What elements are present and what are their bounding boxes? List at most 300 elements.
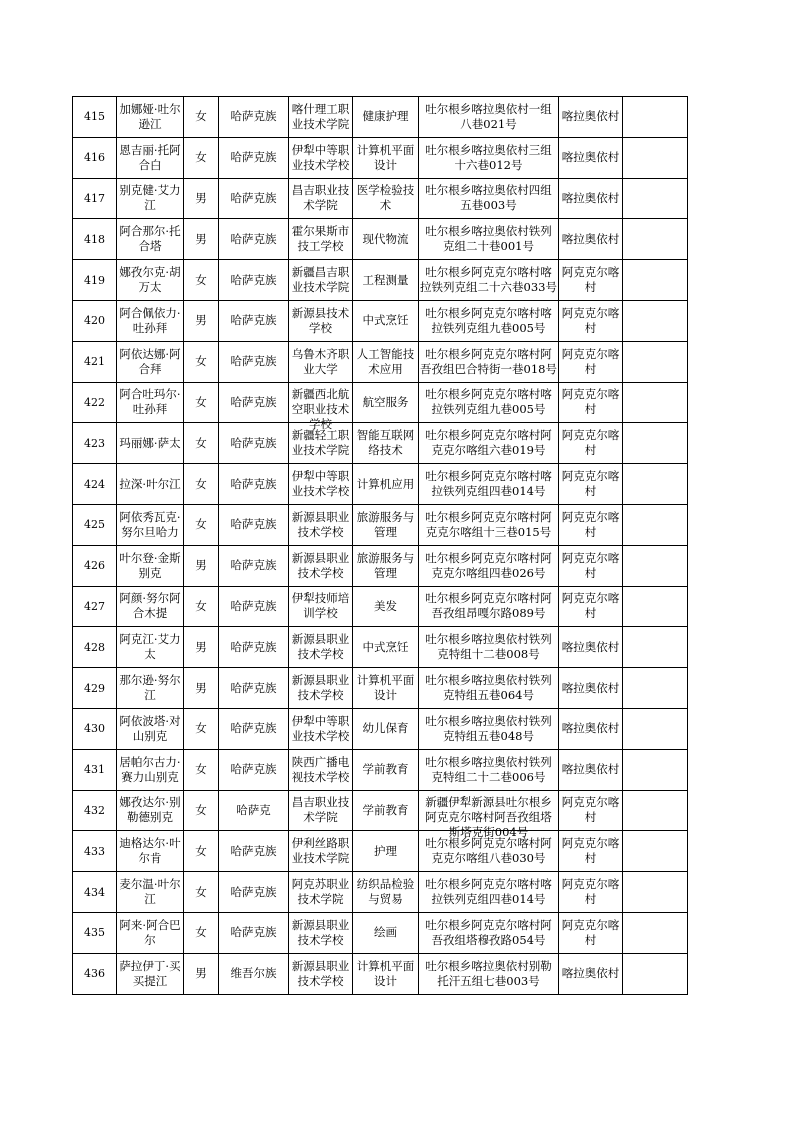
serial-number-cell	[73, 912, 117, 953]
village-text: 喀拉奥依村	[561, 231, 620, 246]
school-cell	[289, 97, 353, 138]
village-cell	[559, 382, 623, 423]
ethnicity-text: 哈萨克族	[230, 231, 277, 246]
major-text: 旅游服务与管理	[356, 550, 415, 580]
school-text: 新源县职业技术学校	[291, 958, 350, 988]
school-cell	[289, 831, 353, 872]
remark-cell	[623, 300, 688, 341]
major-cell	[353, 912, 419, 953]
address-cell	[419, 423, 559, 464]
school-cell	[289, 382, 353, 432]
ethnicity-text: 维吾尔族	[230, 966, 277, 981]
table-row	[73, 423, 688, 464]
name-cell	[117, 260, 184, 301]
gender-text: 女	[195, 476, 207, 491]
village-text: 阿克克尔喀村	[561, 346, 620, 376]
school-cell	[289, 137, 353, 178]
school-text: 乌鲁木齐职业大学	[291, 346, 350, 376]
school-cell	[289, 872, 353, 913]
table-row	[73, 790, 688, 831]
ethnicity-cell	[219, 627, 289, 668]
address-cell	[419, 382, 559, 423]
school-cell	[289, 178, 353, 219]
major-text: 美发	[374, 598, 397, 613]
table-row	[73, 586, 688, 627]
major-text: 计算机应用	[356, 476, 415, 491]
village-text: 阿克克尔喀村	[561, 917, 620, 947]
name-cell	[117, 178, 184, 219]
school-text: 新疆轻工职业技术学院	[291, 428, 350, 458]
village-cell	[559, 586, 623, 627]
school-cell	[289, 545, 353, 586]
ethnicity-cell	[219, 504, 289, 545]
table-row	[73, 260, 688, 301]
name-cell	[117, 137, 184, 178]
school-cell	[289, 953, 353, 994]
major-text: 学前教育	[362, 802, 409, 817]
ethnicity-text: 哈萨克	[236, 802, 271, 817]
school-cell	[289, 423, 353, 464]
serial-number-cell	[73, 953, 117, 994]
name-text: 萨拉伊丁·买买提江	[119, 958, 181, 988]
ethnicity-cell	[219, 382, 289, 423]
remark-cell	[623, 382, 688, 423]
ethnicity-text: 哈萨克族	[230, 354, 277, 369]
school-text: 伊犁技师培训学校	[291, 591, 350, 621]
village-text: 阿克克尔喀村	[561, 877, 620, 907]
serial-number-text: 435	[84, 926, 105, 940]
village-text: 阿克克尔喀村	[561, 428, 620, 458]
major-cell	[353, 504, 419, 545]
school-text: 伊犁中等职业技术学校	[291, 142, 350, 172]
name-text: 恩吉丽·托阿合白	[119, 142, 181, 172]
name-cell	[117, 872, 184, 913]
serial-number-cell	[73, 219, 117, 260]
school-cell	[289, 260, 353, 301]
name-cell	[117, 464, 184, 505]
ethnicity-text: 哈萨克族	[230, 517, 277, 532]
gender-text: 男	[195, 231, 207, 246]
table-row	[73, 627, 688, 668]
address-cell	[419, 300, 559, 341]
serial-number-text: 427	[84, 599, 105, 613]
ethnicity-cell	[219, 260, 289, 301]
address-cell	[419, 137, 559, 178]
village-text: 喀拉奥依村	[561, 190, 620, 205]
major-text: 计算机平面设计	[356, 673, 415, 703]
ethnicity-text: 哈萨克族	[230, 394, 277, 409]
name-text: 居帕尔古力·赛力山别克	[119, 754, 181, 784]
table-row	[73, 300, 688, 341]
name-text: 娜孜达尔·别勒德别克	[119, 795, 181, 825]
school-cell	[289, 708, 353, 749]
serial-number-cell	[73, 260, 117, 301]
school-text: 昌吉职业技术学院	[291, 795, 350, 825]
major-text: 幼儿保育	[362, 721, 409, 736]
major-cell	[353, 423, 419, 464]
village-cell	[559, 300, 623, 341]
address-text: 吐尔根乡阿克克尔喀村阿克克尔喀组四巷026号	[425, 550, 552, 580]
address-text: 吐尔根乡阿克克尔喀村喀拉铁列克组九巷005号	[425, 305, 552, 335]
address-cell	[419, 912, 559, 953]
village-cell	[559, 260, 623, 301]
serial-number-cell	[73, 137, 117, 178]
gender-text: 女	[195, 884, 207, 899]
major-text: 航空服务	[362, 394, 409, 409]
school-text: 新疆昌吉职业技术学院	[291, 265, 350, 295]
gender-cell	[184, 831, 219, 872]
serial-number-text: 420	[84, 314, 105, 328]
major-text: 中式烹饪	[362, 313, 409, 328]
name-cell	[117, 912, 184, 953]
serial-number-cell	[73, 178, 117, 219]
ethnicity-cell	[219, 341, 289, 382]
ethnicity-cell	[219, 912, 289, 953]
ethnicity-cell	[219, 831, 289, 872]
ethnicity-text: 哈萨克族	[230, 843, 277, 858]
serial-number-cell	[73, 341, 117, 382]
major-text: 学前教育	[362, 762, 409, 777]
remark-cell	[623, 545, 688, 586]
student-table	[72, 96, 688, 995]
gender-cell	[184, 953, 219, 994]
gender-cell	[184, 464, 219, 505]
table-row	[73, 872, 688, 913]
gender-text: 女	[195, 925, 207, 940]
address-text: 吐尔根乡喀拉奥依村铁列克特组十二巷008号	[425, 632, 552, 662]
major-cell	[353, 831, 419, 872]
major-text: 健康护理	[362, 109, 409, 124]
village-text: 喀拉奥依村	[561, 639, 620, 654]
remark-cell	[623, 178, 688, 219]
village-cell	[559, 953, 623, 994]
gender-text: 女	[195, 354, 207, 369]
village-cell	[559, 178, 623, 219]
major-text: 智能互联网络技术	[356, 428, 415, 458]
major-cell	[353, 953, 419, 994]
serial-number-cell	[73, 831, 117, 872]
major-cell	[353, 586, 419, 627]
serial-number-text: 436	[84, 967, 105, 981]
serial-number-text: 422	[84, 395, 105, 409]
address-cell	[419, 178, 559, 219]
school-text: 昌吉职业技术学院	[291, 183, 350, 213]
gender-cell	[184, 178, 219, 219]
serial-number-text: 431	[84, 763, 105, 777]
school-text: 新源县职业技术学校	[291, 632, 350, 662]
serial-number-cell	[73, 504, 117, 545]
major-cell	[353, 137, 419, 178]
remark-cell	[623, 627, 688, 668]
name-cell	[117, 545, 184, 586]
remark-cell	[623, 137, 688, 178]
ethnicity-text: 哈萨克族	[230, 150, 277, 165]
table-row	[73, 831, 688, 872]
school-cell	[289, 504, 353, 545]
ethnicity-text: 哈萨克族	[230, 639, 277, 654]
serial-number-text: 434	[84, 885, 105, 899]
school-text: 喀什理工职业技术学院	[291, 101, 350, 131]
name-cell	[117, 790, 184, 831]
address-text: 吐尔根乡喀拉奥依村别勒托汗五组七巷003号	[425, 958, 552, 988]
school-cell	[289, 749, 353, 790]
name-cell	[117, 668, 184, 709]
major-cell	[353, 382, 419, 423]
name-text: 阿合吐玛尔·吐孙拜	[119, 387, 181, 417]
village-text: 阿克克尔喀村	[561, 795, 620, 825]
ethnicity-text: 哈萨克族	[230, 680, 277, 695]
major-cell	[353, 790, 419, 831]
gender-cell	[184, 708, 219, 749]
major-cell	[353, 749, 419, 790]
table-row	[73, 545, 688, 586]
address-text: 吐尔根乡阿克克尔喀村喀拉铁列克组四巷014号	[425, 877, 552, 907]
serial-number-cell	[73, 300, 117, 341]
gender-text: 男	[195, 680, 207, 695]
address-text: 吐尔根乡阿克克尔喀村喀拉铁列克组四巷014号	[425, 469, 552, 499]
name-cell	[117, 831, 184, 872]
major-text: 中式烹饪	[362, 639, 409, 654]
major-cell	[353, 627, 419, 668]
village-cell	[559, 912, 623, 953]
name-text: 阿合佩依力·吐孙拜	[119, 305, 181, 335]
school-cell	[289, 912, 353, 953]
table-row	[73, 504, 688, 545]
ethnicity-text: 哈萨克族	[230, 558, 277, 573]
gender-cell	[184, 423, 219, 464]
gender-cell	[184, 790, 219, 831]
ethnicity-cell	[219, 423, 289, 464]
remark-cell	[623, 953, 688, 994]
gender-cell	[184, 341, 219, 382]
school-text: 伊犁中等职业技术学校	[291, 713, 350, 743]
serial-number-cell	[73, 464, 117, 505]
village-cell	[559, 668, 623, 709]
serial-number-cell	[73, 382, 117, 423]
ethnicity-cell	[219, 97, 289, 138]
school-text: 伊利丝路职业技术学院	[291, 836, 350, 866]
serial-number-text: 429	[84, 681, 105, 695]
table-row	[73, 178, 688, 219]
serial-number-text: 432	[84, 803, 105, 817]
school-text: 霍尔果斯市技工学校	[291, 224, 350, 254]
remark-cell	[623, 831, 688, 872]
school-cell	[289, 586, 353, 627]
gender-text: 女	[195, 272, 207, 287]
address-text: 吐尔根乡阿克克尔喀村阿克克尔喀组六巷019号	[425, 428, 552, 458]
gender-text: 女	[195, 517, 207, 532]
name-text: 加娜娅·吐尔逊江	[119, 101, 181, 131]
major-text: 计算机平面设计	[356, 142, 415, 172]
serial-number-text: 425	[84, 518, 105, 532]
address-text: 吐尔根乡阿克克尔喀村喀拉铁列克组二十六巷033号	[420, 265, 557, 295]
remark-cell	[623, 668, 688, 709]
major-cell	[353, 178, 419, 219]
address-text: 吐尔根乡喀拉奥依村四组五巷003号	[425, 183, 552, 213]
serial-number-cell	[73, 668, 117, 709]
serial-number-cell	[73, 708, 117, 749]
serial-number-cell	[73, 790, 117, 831]
serial-number-text: 423	[84, 436, 105, 450]
school-cell	[289, 464, 353, 505]
name-text: 阿依波塔·对山别克	[119, 713, 181, 743]
ethnicity-text: 哈萨克族	[230, 109, 277, 124]
major-text: 计算机平面设计	[356, 958, 415, 988]
serial-number-cell	[73, 749, 117, 790]
remark-cell	[623, 708, 688, 749]
village-cell	[559, 872, 623, 913]
major-cell	[353, 260, 419, 301]
major-cell	[353, 872, 419, 913]
village-cell	[559, 831, 623, 872]
school-text: 阿克苏职业技术学院	[291, 877, 350, 907]
gender-cell	[184, 219, 219, 260]
address-text: 吐尔根乡阿克克尔喀村阿吾孜组塔穆孜路054号	[425, 917, 552, 947]
serial-number-cell	[73, 627, 117, 668]
address-cell	[419, 586, 559, 627]
remark-cell	[623, 423, 688, 464]
major-text: 人工智能技术应用	[356, 346, 415, 376]
village-text: 喀拉奥依村	[561, 150, 620, 165]
gender-text: 女	[195, 721, 207, 736]
village-cell	[559, 790, 623, 831]
name-cell	[117, 219, 184, 260]
village-text: 喀拉奥依村	[561, 762, 620, 777]
address-cell	[419, 953, 559, 994]
address-cell	[419, 260, 559, 301]
village-cell	[559, 341, 623, 382]
village-cell	[559, 749, 623, 790]
address-text: 吐尔根乡喀拉奥依村铁列克特组五巷064号	[425, 673, 552, 703]
address-cell	[419, 504, 559, 545]
major-text: 工程测量	[362, 272, 409, 287]
village-text: 阿克克尔喀村	[561, 591, 620, 621]
address-cell	[419, 708, 559, 749]
name-cell	[117, 586, 184, 627]
address-text: 吐尔根乡喀拉奥依村铁列克特组二十二巷006号	[425, 754, 552, 784]
table-row	[73, 668, 688, 709]
ethnicity-cell	[219, 219, 289, 260]
ethnicity-text: 哈萨克族	[230, 476, 277, 491]
serial-number-cell	[73, 97, 117, 138]
major-text: 绘画	[374, 925, 397, 940]
serial-number-cell	[73, 423, 117, 464]
ethnicity-cell	[219, 464, 289, 505]
serial-number-text: 430	[84, 722, 105, 736]
address-cell	[419, 341, 559, 382]
village-text: 喀拉奥依村	[561, 109, 620, 124]
gender-cell	[184, 504, 219, 545]
ethnicity-cell	[219, 300, 289, 341]
village-text: 喀拉奥依村	[561, 966, 620, 981]
ethnicity-text: 哈萨克族	[230, 884, 277, 899]
gender-text: 男	[195, 966, 207, 981]
gender-cell	[184, 260, 219, 301]
village-text: 喀拉奥依村	[561, 721, 620, 736]
table-row	[73, 341, 688, 382]
major-text: 旅游服务与管理	[356, 509, 415, 539]
name-cell	[117, 627, 184, 668]
serial-number-text: 426	[84, 559, 105, 573]
address-text: 吐尔根乡喀拉奥依村铁列克特组五巷048号	[425, 713, 552, 743]
name-text: 麦尔温·叶尔江	[119, 877, 181, 907]
ethnicity-cell	[219, 178, 289, 219]
ethnicity-text: 哈萨克族	[230, 598, 277, 613]
ethnicity-cell	[219, 545, 289, 586]
school-text: 新疆西北航空职业技术学校	[291, 387, 350, 432]
ethnicity-cell	[219, 749, 289, 790]
name-text: 迪格达尔·叶尔肯	[119, 836, 181, 866]
address-text: 吐尔根乡喀拉奥依村铁列克组二十巷001号	[425, 224, 552, 254]
serial-number-text: 419	[84, 273, 105, 287]
gender-text: 女	[195, 598, 207, 613]
table-body	[73, 97, 688, 995]
village-cell	[559, 137, 623, 178]
ethnicity-cell	[219, 708, 289, 749]
gender-text: 女	[195, 762, 207, 777]
remark-cell	[623, 260, 688, 301]
name-cell	[117, 300, 184, 341]
table-row	[73, 464, 688, 505]
ethnicity-text: 哈萨克族	[230, 721, 277, 736]
gender-cell	[184, 382, 219, 423]
ethnicity-cell	[219, 953, 289, 994]
major-text: 现代物流	[362, 231, 409, 246]
serial-number-text: 421	[84, 355, 105, 369]
remark-cell	[623, 872, 688, 913]
table-row	[73, 137, 688, 178]
serial-number-text: 424	[84, 477, 105, 491]
gender-cell	[184, 300, 219, 341]
remark-cell	[623, 749, 688, 790]
gender-text: 女	[195, 802, 207, 817]
serial-number-text: 417	[84, 191, 105, 205]
major-text: 护理	[374, 843, 397, 858]
serial-number-text: 418	[84, 232, 105, 246]
ethnicity-text: 哈萨克族	[230, 762, 277, 777]
gender-text: 女	[195, 435, 207, 450]
village-cell	[559, 545, 623, 586]
address-cell	[419, 831, 559, 872]
gender-text: 女	[195, 843, 207, 858]
address-text: 吐尔根乡喀拉奥依村一组八巷021号	[425, 101, 552, 131]
remark-cell	[623, 464, 688, 505]
village-text: 阿克克尔喀村	[561, 305, 620, 335]
school-text: 新源县职业技术学校	[291, 917, 350, 947]
ethnicity-cell	[219, 872, 289, 913]
address-cell	[419, 872, 559, 913]
village-text: 阿克克尔喀村	[561, 469, 620, 499]
ethnicity-cell	[219, 790, 289, 831]
name-text: 阿依秀瓦克·努尔旦哈力	[119, 509, 181, 539]
address-cell	[419, 627, 559, 668]
ethnicity-text: 哈萨克族	[230, 925, 277, 940]
name-text: 叶尔登·金斯别克	[119, 550, 181, 580]
ethnicity-text: 哈萨克族	[230, 190, 277, 205]
address-text: 吐尔根乡喀拉奥依村三组十六巷012号	[425, 142, 552, 172]
address-cell	[419, 97, 559, 138]
ethnicity-cell	[219, 586, 289, 627]
serial-number-text: 433	[84, 844, 105, 858]
major-text: 医学检验技术	[356, 183, 415, 213]
major-cell	[353, 545, 419, 586]
gender-cell	[184, 872, 219, 913]
village-cell	[559, 219, 623, 260]
address-text: 吐尔根乡阿克克尔喀村阿吾孜组昂嘎尔路089号	[425, 591, 552, 621]
school-cell	[289, 627, 353, 668]
school-cell	[289, 300, 353, 341]
gender-text: 男	[195, 639, 207, 654]
